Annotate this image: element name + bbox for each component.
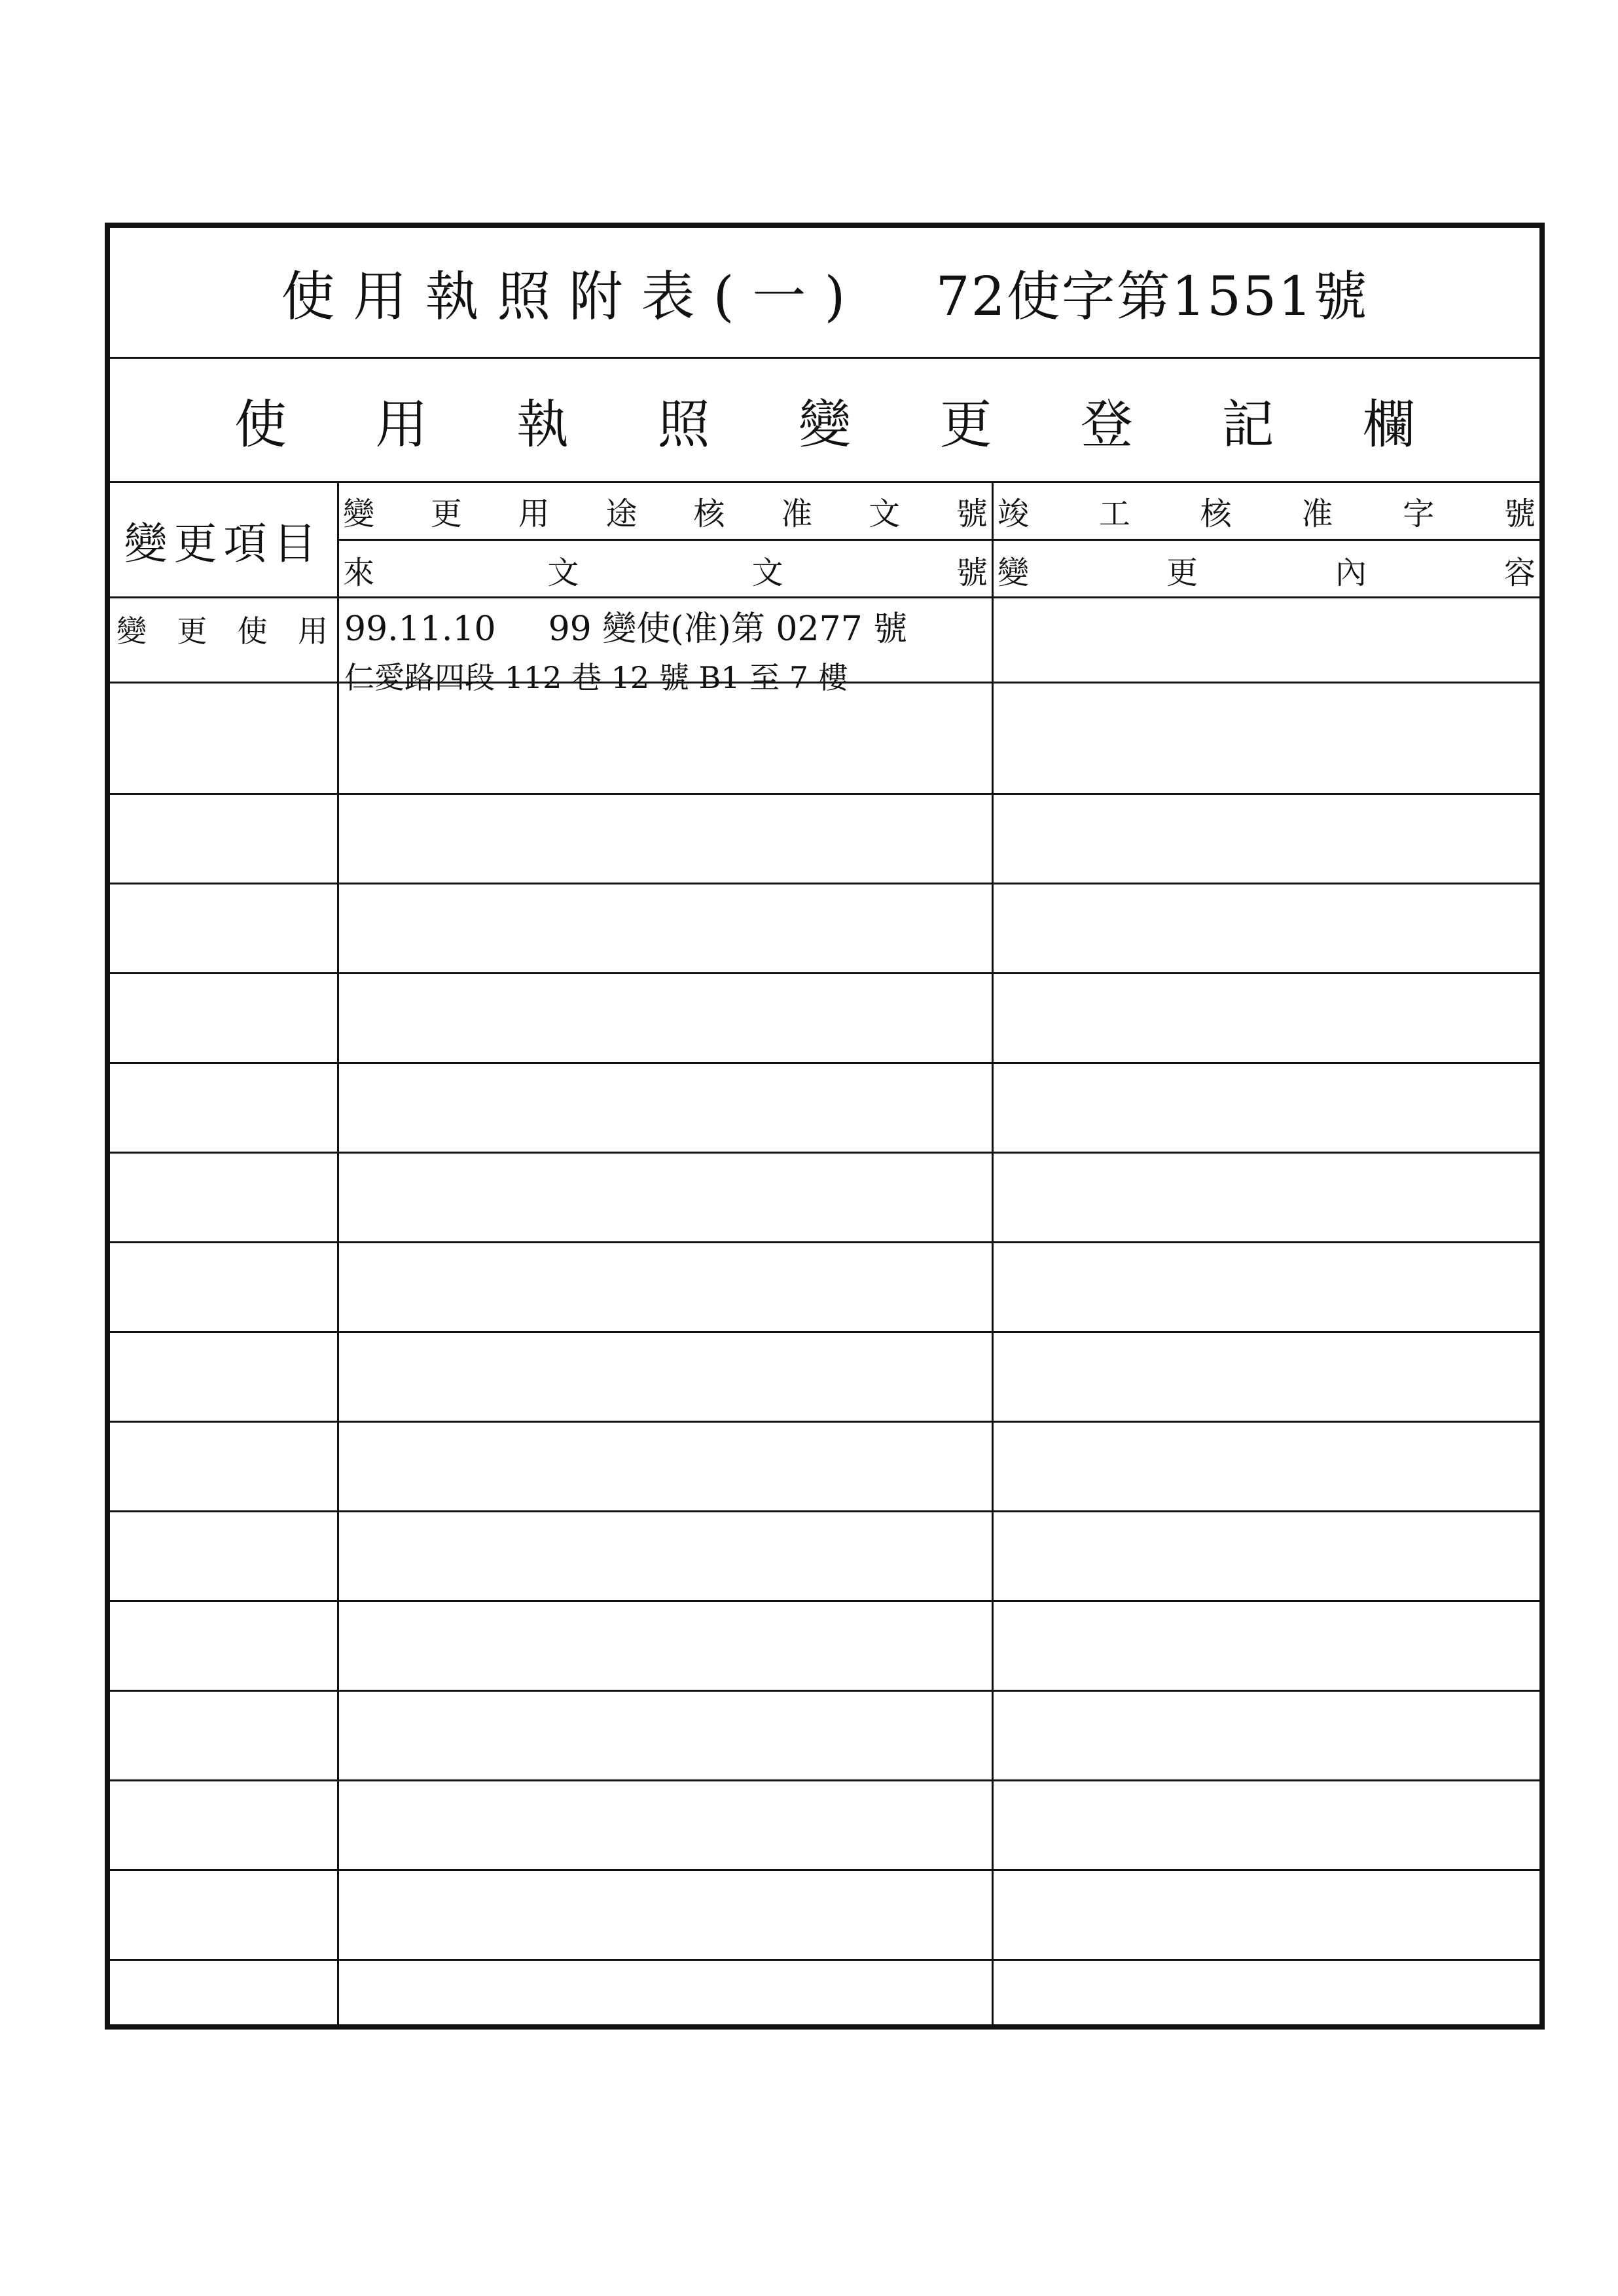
empty-cell: [339, 974, 994, 1062]
empty-cell: [110, 795, 339, 883]
empty-cell: [110, 1692, 339, 1779]
empty-cell: [994, 1602, 1539, 1690]
table-row: [110, 1064, 1539, 1154]
empty-cell: [994, 1961, 1539, 2024]
empty-cell: [110, 1333, 339, 1421]
entry-item-char: 使: [237, 613, 268, 649]
table-row: [110, 1333, 1539, 1423]
empty-cell: [339, 1243, 994, 1331]
empty-cell: [110, 1512, 339, 1600]
empty-cell: [994, 795, 1539, 883]
header-char: 核: [1200, 496, 1232, 532]
header-char: 用: [518, 496, 550, 532]
empty-cell: [994, 683, 1539, 793]
empty-cell: [994, 1423, 1539, 1510]
empty-cell: [110, 1423, 339, 1510]
header-char: 准: [781, 496, 813, 532]
table-row: [110, 598, 1539, 695]
header-char: 竣: [998, 496, 1030, 532]
table-row: [110, 1243, 1539, 1333]
subtitle-char: 記: [1221, 394, 1274, 455]
header-char: 變: [343, 496, 375, 532]
empty-cell: [994, 1243, 1539, 1331]
header-char: 核: [693, 496, 725, 532]
header-char: 文: [547, 554, 579, 591]
header-char: 更: [1166, 554, 1198, 591]
empty-cell: [994, 1692, 1539, 1779]
empty-cell: [110, 683, 339, 793]
subtitle-char: 登: [1081, 394, 1133, 455]
header-change-item: 變更項目: [110, 483, 339, 596]
subtitle-row: [110, 359, 1539, 483]
empty-cell: [994, 1871, 1539, 1959]
empty-cell: [339, 1512, 994, 1600]
table-row: [110, 795, 1539, 884]
subtitle-char: 欄: [1363, 394, 1415, 455]
header-change-content: [994, 541, 1539, 598]
empty-cell: [110, 1064, 339, 1152]
entry-doc-line: [339, 598, 992, 650]
entry-item-cell: [110, 598, 339, 682]
empty-cell: [339, 1333, 994, 1421]
entry-item: [110, 598, 337, 651]
header-char: 號: [956, 496, 988, 532]
subtitle-char: 變: [799, 394, 851, 455]
empty-cell: [994, 1512, 1539, 1600]
header-char: 號: [1503, 496, 1536, 532]
subtitle-char: 更: [939, 394, 992, 455]
entry-item-char: 用: [297, 613, 328, 649]
subtitle-char: 使: [234, 394, 287, 455]
empty-cell: [994, 884, 1539, 972]
entry-doc-no: 99 變使(准)第 0277 號: [548, 610, 908, 649]
header-char: 工: [1098, 496, 1130, 532]
permit-number: 72使字第1551號: [935, 266, 1369, 328]
header-char: 途: [605, 496, 638, 532]
table-row: [110, 1512, 1539, 1602]
empty-cell: [110, 974, 339, 1062]
header-char: 字: [1403, 496, 1435, 532]
entry-address: 仁愛路四段 112 巷 12 號 B1 至 7 樓: [344, 660, 848, 695]
entry-item-char: 變: [117, 613, 147, 649]
header-completion-approval-no: [994, 483, 1539, 541]
empty-cell: [994, 1333, 1539, 1421]
table-row: [110, 683, 1539, 795]
empty-cell: [110, 1154, 339, 1241]
subtitle-char: 用: [375, 394, 428, 455]
header-char: 變: [998, 554, 1030, 591]
empty-cell: [110, 884, 339, 972]
table-row: [110, 1423, 1539, 1512]
form-title: 使用執照附表(一): [281, 266, 864, 328]
empty-cell: [339, 1064, 994, 1152]
table-row: [110, 974, 1539, 1064]
empty-cell: [339, 795, 994, 883]
entry-date: 99.11.10: [344, 610, 496, 649]
empty-cell: [339, 1423, 994, 1510]
empty-cell: [339, 683, 994, 793]
subtitle-char: 照: [657, 394, 710, 455]
empty-cell: [994, 1154, 1539, 1241]
header-char: 文: [869, 496, 901, 532]
empty-cell: [110, 1871, 339, 1959]
header-char: 來: [343, 554, 375, 591]
empty-cell: [339, 884, 994, 972]
header-char: 准: [1301, 496, 1333, 532]
header-char: 內: [1335, 554, 1367, 591]
title-row: [110, 228, 1539, 359]
empty-cell: [110, 1781, 339, 1869]
header-char: 更: [430, 496, 462, 532]
empty-cell: [994, 974, 1539, 1062]
empty-cell: [110, 1602, 339, 1690]
entry-doc-cell: [339, 598, 994, 695]
table-row: [110, 1692, 1539, 1781]
table-row: [110, 1781, 1539, 1871]
header-char: 文: [751, 554, 783, 591]
entry-content-cell: [994, 598, 1539, 682]
empty-cell: [110, 1961, 339, 2024]
column-header-row: [110, 483, 1539, 598]
header-char: 號: [956, 554, 988, 591]
empty-cell: [339, 1961, 994, 2024]
empty-cell: [339, 1154, 994, 1241]
entry-item-char: 更: [177, 613, 207, 649]
subtitle-char: 執: [516, 394, 569, 455]
header-incoming-doc-no: [339, 541, 994, 598]
empty-cell: [110, 1243, 339, 1331]
header-approval-doc-no: [339, 483, 994, 541]
table-row: [110, 1961, 1539, 2024]
table-row: [110, 1154, 1539, 1243]
empty-cell: [339, 1781, 994, 1869]
empty-cell: [339, 1602, 994, 1690]
empty-cell: [994, 1781, 1539, 1869]
empty-cell: [339, 1692, 994, 1779]
empty-cell: [994, 1064, 1539, 1152]
usage-permit-table: [105, 223, 1545, 2030]
empty-cell: [339, 1871, 994, 1959]
table-row: [110, 1871, 1539, 1961]
table-row: [110, 1602, 1539, 1692]
header-char: 容: [1503, 554, 1536, 591]
table-row: [110, 884, 1539, 974]
